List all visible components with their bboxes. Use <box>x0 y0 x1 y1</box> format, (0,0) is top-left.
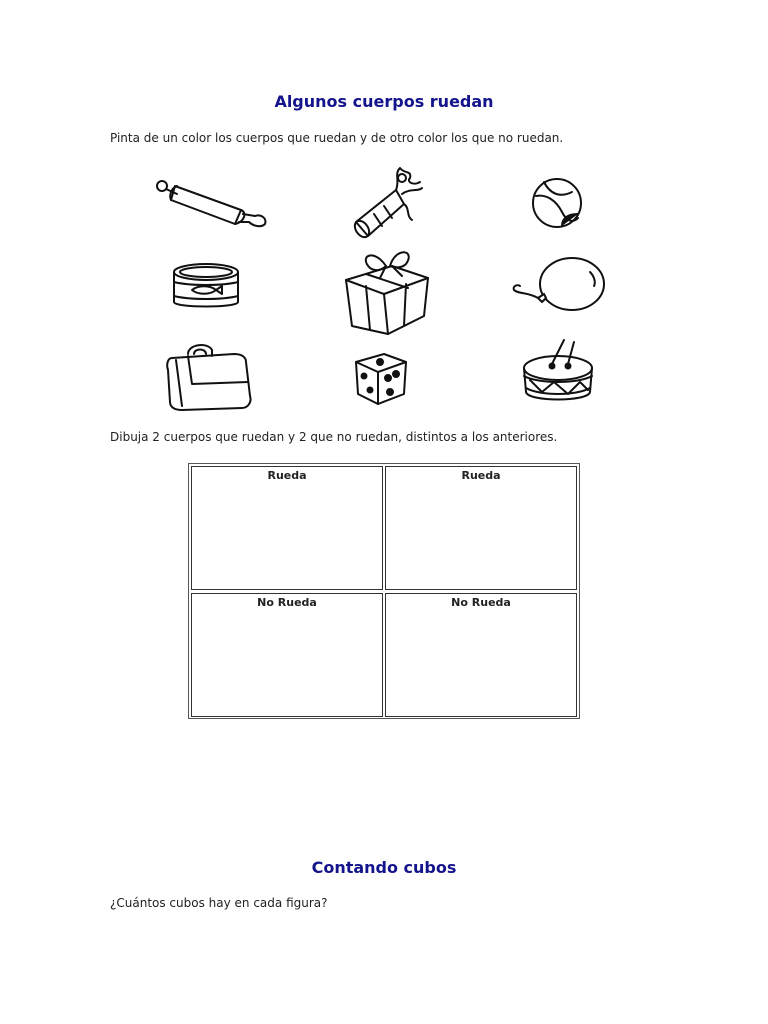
cell-rolls-left: Rueda <box>191 466 383 590</box>
cell-not-rolls-right: No Rueda <box>385 593 577 717</box>
drawing-instruction: Dibuja 2 cuerpos que ruedan y 2 que no ruedan, distintos a los anteriores. <box>110 430 558 444</box>
section-title-rolling: Algunos cuerpos ruedan <box>274 92 494 111</box>
dice-icon <box>350 346 412 408</box>
coloring-instruction: Pinta de un color los cuerpos que ruedan y de otro color los que no ruedan. <box>110 131 564 145</box>
tin-can-icon <box>170 260 242 314</box>
party-horn-icon <box>348 164 426 242</box>
cell-rolls-right: Rueda <box>385 466 577 590</box>
suitcase-icon <box>162 340 256 412</box>
section-title-cubes: Contando cubos <box>311 858 457 877</box>
drum-icon <box>518 336 598 408</box>
cubes-question: ¿Cuántos cubos hay en cada figura? <box>110 896 328 910</box>
cell-not-rolls-left: No Rueda <box>191 593 383 717</box>
balloon-icon <box>510 256 610 316</box>
drawing-table <box>188 463 580 719</box>
gift-box-icon <box>336 238 436 336</box>
ball-icon <box>530 174 584 232</box>
rolling-pin-icon <box>155 174 273 230</box>
